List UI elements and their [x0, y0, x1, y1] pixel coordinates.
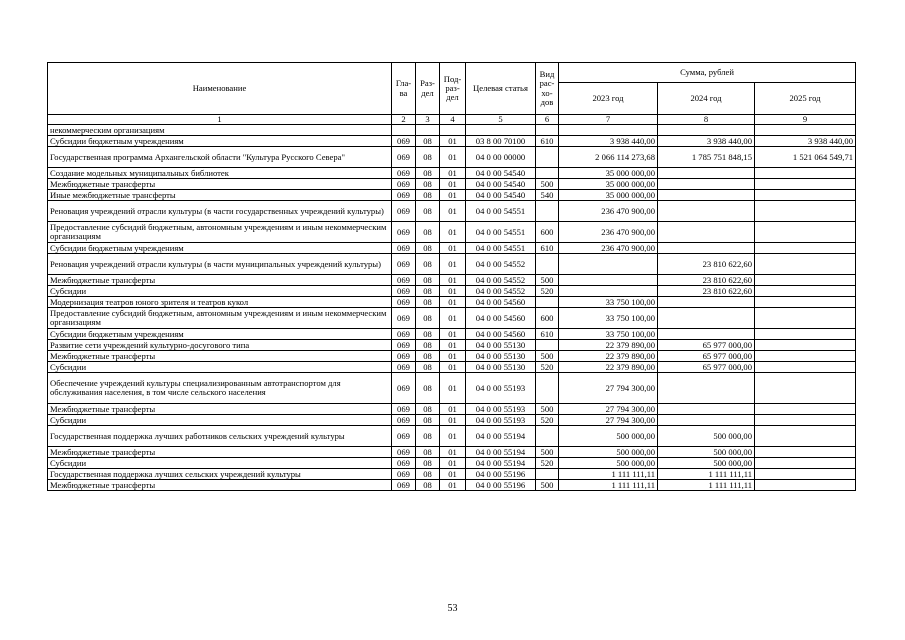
row-vid	[536, 340, 559, 351]
column-number: 3	[416, 115, 440, 125]
row-sum-2025	[755, 415, 856, 426]
row-podrazdel: 01	[440, 480, 466, 491]
row-sum-2024	[658, 243, 755, 254]
row-podrazdel: 01	[440, 275, 466, 286]
row-target: 04 0 00 54551	[466, 243, 536, 254]
row-glava: 069	[392, 308, 416, 329]
table-row	[48, 329, 856, 340]
row-razdel: 08	[416, 480, 440, 491]
row-razdel: 08	[416, 201, 440, 222]
row-razdel: 08	[416, 297, 440, 308]
row-sum-2025	[755, 254, 856, 275]
row-vid: 520	[536, 362, 559, 373]
table-row	[48, 125, 856, 136]
row-sum-2025	[755, 447, 856, 458]
row-target: 04 0 00 54540	[466, 179, 536, 190]
row-name: Межбюджетные трансферты	[48, 447, 392, 458]
row-sum-2024	[658, 297, 755, 308]
row-target: 04 0 00 55130	[466, 351, 536, 362]
table-row	[48, 286, 856, 297]
row-razdel: 08	[416, 373, 440, 404]
row-vid: 520	[536, 458, 559, 469]
row-glava: 069	[392, 222, 416, 243]
table-row	[48, 340, 856, 351]
row-sum-2024	[658, 190, 755, 201]
row-glava: 069	[392, 362, 416, 373]
row-vid: 520	[536, 415, 559, 426]
row-vid: 600	[536, 308, 559, 329]
row-target: 04 0 00 55194	[466, 458, 536, 469]
row-name: Субсидии бюджетным учреждениям	[48, 329, 392, 340]
row-razdel: 08	[416, 340, 440, 351]
row-sum-2023: 33 750 100,00	[559, 329, 658, 340]
row-podrazdel: 01	[440, 201, 466, 222]
row-target: 04 0 00 54552	[466, 286, 536, 297]
row-sum-2024: 23 810 622,60	[658, 275, 755, 286]
row-name: Субсидии	[48, 458, 392, 469]
row-podrazdel: 01	[440, 136, 466, 147]
header-2025: 2025 год	[755, 83, 856, 115]
row-razdel: 08	[416, 415, 440, 426]
row-sum-2023: 236 470 900,00	[559, 222, 658, 243]
row-glava: 069	[392, 297, 416, 308]
table-row	[48, 136, 856, 147]
row-target: 04 0 00 54552	[466, 254, 536, 275]
row-glava: 069	[392, 190, 416, 201]
row-razdel: 08	[416, 168, 440, 179]
row-glava: 069	[392, 426, 416, 447]
row-vid	[536, 125, 559, 136]
row-podrazdel: 01	[440, 179, 466, 190]
table-row	[48, 373, 856, 404]
row-sum-2024: 1 785 751 848,15	[658, 147, 755, 168]
table-row	[48, 362, 856, 373]
row-podrazdel: 01	[440, 458, 466, 469]
row-name: Государственная поддержка лучших работников сельских учреждений культуры	[48, 426, 392, 447]
row-sum-2025: 3 938 440,00	[755, 136, 856, 147]
row-razdel: 08	[416, 243, 440, 254]
row-podrazdel: 01	[440, 426, 466, 447]
row-razdel: 08	[416, 190, 440, 201]
row-sum-2023: 1 111 111,11	[559, 469, 658, 480]
row-podrazdel: 01	[440, 329, 466, 340]
row-sum-2023: 236 470 900,00	[559, 201, 658, 222]
row-podrazdel: 01	[440, 190, 466, 201]
row-sum-2023: 35 000 000,00	[559, 179, 658, 190]
table-row	[48, 458, 856, 469]
row-podrazdel: 01	[440, 351, 466, 362]
row-razdel: 08	[416, 179, 440, 190]
header-target: Целевая статья	[466, 63, 536, 115]
row-glava: 069	[392, 243, 416, 254]
row-sum-2025	[755, 201, 856, 222]
row-sum-2024: 65 977 000,00	[658, 340, 755, 351]
table-row	[48, 190, 856, 201]
row-sum-2025	[755, 480, 856, 491]
row-sum-2025	[755, 469, 856, 480]
row-sum-2023: 35 000 000,00	[559, 168, 658, 179]
table-row	[48, 469, 856, 480]
row-vid	[536, 168, 559, 179]
column-number: 2	[392, 115, 416, 125]
row-vid: 500	[536, 275, 559, 286]
row-sum-2025	[755, 190, 856, 201]
column-number: 9	[755, 115, 856, 125]
row-name: Субсидии	[48, 362, 392, 373]
row-sum-2023: 3 938 440,00	[559, 136, 658, 147]
row-sum-2023: 500 000,00	[559, 426, 658, 447]
row-glava: 069	[392, 179, 416, 190]
row-vid: 600	[536, 222, 559, 243]
row-target: 04 0 00 55194	[466, 426, 536, 447]
row-target: 04 0 00 00000	[466, 147, 536, 168]
row-sum-2023: 27 794 300,00	[559, 404, 658, 415]
row-vid	[536, 426, 559, 447]
row-podrazdel: 01	[440, 147, 466, 168]
row-vid: 500	[536, 447, 559, 458]
row-sum-2023: 1 111 111,11	[559, 480, 658, 491]
row-sum-2025	[755, 179, 856, 190]
table-row	[48, 201, 856, 222]
row-glava: 069	[392, 168, 416, 179]
row-razdel: 08	[416, 308, 440, 329]
table-row	[48, 168, 856, 179]
column-number: 5	[466, 115, 536, 125]
row-target: 04 0 00 54540	[466, 168, 536, 179]
row-sum-2023: 22 379 890,00	[559, 351, 658, 362]
row-name: Субсидии	[48, 286, 392, 297]
row-vid	[536, 297, 559, 308]
row-razdel: 08	[416, 362, 440, 373]
row-name: Обеспечение учреждений культуры специализированным автотранспортом для обслуживания населения, в том числе сельского населения	[48, 373, 392, 404]
header-razdel: Раз-дел	[416, 63, 440, 115]
row-name: Межбюджетные трансферты	[48, 275, 392, 286]
table-row	[48, 447, 856, 458]
row-sum-2024: 500 000,00	[658, 426, 755, 447]
row-podrazdel: 01	[440, 362, 466, 373]
row-target: 04 0 00 54540	[466, 190, 536, 201]
row-glava: 069	[392, 351, 416, 362]
table-body	[48, 125, 856, 491]
row-sum-2023: 22 379 890,00	[559, 362, 658, 373]
row-vid: 610	[536, 243, 559, 254]
row-sum-2025	[755, 243, 856, 254]
row-podrazdel: 01	[440, 373, 466, 404]
row-target: 04 0 00 54560	[466, 297, 536, 308]
row-name: Межбюджетные трансферты	[48, 179, 392, 190]
row-glava: 069	[392, 480, 416, 491]
row-sum-2023: 22 379 890,00	[559, 340, 658, 351]
row-razdel: 08	[416, 254, 440, 275]
row-razdel: 08	[416, 426, 440, 447]
row-podrazdel: 01	[440, 308, 466, 329]
row-name: Иные межбюджетные трансферты	[48, 190, 392, 201]
row-sum-2025	[755, 168, 856, 179]
row-glava: 069	[392, 404, 416, 415]
row-razdel: 08	[416, 222, 440, 243]
row-razdel: 08	[416, 458, 440, 469]
row-sum-2024	[658, 329, 755, 340]
row-glava	[392, 125, 416, 136]
row-vid	[536, 201, 559, 222]
row-vid: 610	[536, 329, 559, 340]
row-name: Межбюджетные трансферты	[48, 480, 392, 491]
row-glava: 069	[392, 136, 416, 147]
row-vid: 610	[536, 136, 559, 147]
table-row	[48, 179, 856, 190]
row-razdel: 08	[416, 275, 440, 286]
row-razdel: 08	[416, 351, 440, 362]
row-sum-2024	[658, 308, 755, 329]
row-name: Субсидии бюджетным учреждениям	[48, 243, 392, 254]
header-name: Наименование	[48, 63, 392, 115]
row-name: Реновация учреждений отрасли культуры (в части государственных учреждений культуры)	[48, 201, 392, 222]
row-podrazdel: 01	[440, 297, 466, 308]
table-row	[48, 254, 856, 275]
header-sum: Сумма, рублей	[559, 63, 856, 83]
row-sum-2024	[658, 222, 755, 243]
row-sum-2024: 65 977 000,00	[658, 351, 755, 362]
row-glava: 069	[392, 275, 416, 286]
row-sum-2023: 236 470 900,00	[559, 243, 658, 254]
header-vid: Вид рас-хо-дов	[536, 63, 559, 115]
row-sum-2025	[755, 286, 856, 297]
row-podrazdel	[440, 125, 466, 136]
row-sum-2024	[658, 179, 755, 190]
row-sum-2025	[755, 222, 856, 243]
page-number: 53	[447, 603, 458, 614]
row-vid: 500	[536, 179, 559, 190]
row-razdel: 08	[416, 136, 440, 147]
row-razdel: 08	[416, 329, 440, 340]
row-razdel: 08	[416, 447, 440, 458]
row-target	[466, 125, 536, 136]
row-target: 04 0 00 54552	[466, 275, 536, 286]
row-sum-2023	[559, 275, 658, 286]
row-sum-2023	[559, 286, 658, 297]
row-sum-2024: 23 810 622,60	[658, 254, 755, 275]
row-target: 04 0 00 55196	[466, 469, 536, 480]
column-number: 7	[559, 115, 658, 125]
row-name: Создание модельных муниципальных библиотек	[48, 168, 392, 179]
budget-table	[47, 62, 856, 491]
row-sum-2025	[755, 329, 856, 340]
row-name: некоммерческим организациям	[48, 125, 392, 136]
row-podrazdel: 01	[440, 404, 466, 415]
row-podrazdel: 01	[440, 254, 466, 275]
row-target: 04 0 00 54551	[466, 222, 536, 243]
row-sum-2023: 27 794 300,00	[559, 415, 658, 426]
row-name: Модернизация театров юного зрителя и театров кукол	[48, 297, 392, 308]
row-sum-2023: 35 000 000,00	[559, 190, 658, 201]
row-target: 04 0 00 54560	[466, 329, 536, 340]
row-razdel: 08	[416, 469, 440, 480]
row-razdel: 08	[416, 404, 440, 415]
row-sum-2024: 1 111 111,11	[658, 480, 755, 491]
header-glava: Гла-ва	[392, 63, 416, 115]
row-glava: 069	[392, 201, 416, 222]
table-row	[48, 308, 856, 329]
row-name: Реновация учреждений отрасли культуры (в части муниципальных учреждений культуры)	[48, 254, 392, 275]
row-podrazdel: 01	[440, 340, 466, 351]
row-razdel: 08	[416, 286, 440, 297]
row-sum-2023: 500 000,00	[559, 447, 658, 458]
table-row	[48, 351, 856, 362]
table-row	[48, 415, 856, 426]
row-vid: 500	[536, 351, 559, 362]
row-sum-2025	[755, 351, 856, 362]
row-name: Субсидии	[48, 415, 392, 426]
row-name: Государственная поддержка лучших сельских учреждений культуры	[48, 469, 392, 480]
row-name: Предоставление субсидий бюджетным, автономным учреждениям и иным некоммерческим организациям	[48, 308, 392, 329]
row-glava: 069	[392, 458, 416, 469]
row-sum-2023: 33 750 100,00	[559, 308, 658, 329]
row-name: Государственная программа Архангельской области "Культура Русского Севера"	[48, 147, 392, 168]
row-target: 04 0 00 55193	[466, 404, 536, 415]
row-glava: 069	[392, 329, 416, 340]
row-sum-2024	[658, 125, 755, 136]
header-2024: 2024 год	[658, 83, 755, 115]
header-2023: 2023 год	[559, 83, 658, 115]
row-glava: 069	[392, 254, 416, 275]
row-podrazdel: 01	[440, 243, 466, 254]
row-name: Субсидии бюджетным учреждениям	[48, 136, 392, 147]
row-sum-2024: 23 810 622,60	[658, 286, 755, 297]
row-vid	[536, 373, 559, 404]
row-target: 04 0 00 55193	[466, 415, 536, 426]
row-podrazdel: 01	[440, 447, 466, 458]
table-row	[48, 297, 856, 308]
row-target: 04 0 00 55194	[466, 447, 536, 458]
row-vid	[536, 147, 559, 168]
column-number: 1	[48, 115, 392, 125]
table-row	[48, 480, 856, 491]
row-podrazdel: 01	[440, 168, 466, 179]
row-target: 04 0 00 54551	[466, 201, 536, 222]
row-glava: 069	[392, 373, 416, 404]
column-number: 6	[536, 115, 559, 125]
row-glava: 069	[392, 340, 416, 351]
row-sum-2024: 65 977 000,00	[658, 362, 755, 373]
row-glava: 069	[392, 469, 416, 480]
row-podrazdel: 01	[440, 415, 466, 426]
row-vid: 520	[536, 286, 559, 297]
row-sum-2025	[755, 458, 856, 469]
row-glava: 069	[392, 286, 416, 297]
row-podrazdel: 01	[440, 469, 466, 480]
row-target: 04 0 00 55196	[466, 480, 536, 491]
row-sum-2023: 27 794 300,00	[559, 373, 658, 404]
row-podrazdel: 01	[440, 286, 466, 297]
row-razdel	[416, 125, 440, 136]
row-sum-2025	[755, 362, 856, 373]
row-vid: 500	[536, 404, 559, 415]
row-name: Межбюджетные трансферты	[48, 404, 392, 415]
table-row	[48, 404, 856, 415]
table-row	[48, 275, 856, 286]
table-row	[48, 222, 856, 243]
row-sum-2023: 33 750 100,00	[559, 297, 658, 308]
row-glava: 069	[392, 415, 416, 426]
table-row	[48, 426, 856, 447]
column-numbers-row	[48, 115, 856, 125]
row-vid	[536, 254, 559, 275]
row-name: Предоставление субсидий бюджетным, автономным учреждениям и иным некоммерческим организациям	[48, 222, 392, 243]
row-glava: 069	[392, 147, 416, 168]
row-sum-2025	[755, 125, 856, 136]
row-vid: 500	[536, 480, 559, 491]
row-sum-2024: 3 938 440,00	[658, 136, 755, 147]
row-sum-2025	[755, 373, 856, 404]
row-sum-2024: 500 000,00	[658, 458, 755, 469]
row-sum-2023	[559, 254, 658, 275]
row-sum-2023	[559, 125, 658, 136]
row-name: Развитие сети учреждений культурно-досугового типа	[48, 340, 392, 351]
row-vid	[536, 469, 559, 480]
row-target: 04 0 00 54560	[466, 308, 536, 329]
row-sum-2025	[755, 426, 856, 447]
row-vid: 540	[536, 190, 559, 201]
row-sum-2024: 1 111 111,11	[658, 469, 755, 480]
row-sum-2023: 2 066 114 273,68	[559, 147, 658, 168]
row-sum-2024	[658, 373, 755, 404]
column-number: 4	[440, 115, 466, 125]
row-target: 04 0 00 55130	[466, 362, 536, 373]
table-row	[48, 243, 856, 254]
row-sum-2024: 500 000,00	[658, 447, 755, 458]
row-sum-2025	[755, 340, 856, 351]
row-sum-2025	[755, 275, 856, 286]
row-sum-2024	[658, 404, 755, 415]
row-sum-2024	[658, 201, 755, 222]
row-target: 04 0 00 55193	[466, 373, 536, 404]
row-sum-2025	[755, 404, 856, 415]
row-name: Межбюджетные трансферты	[48, 351, 392, 362]
row-podrazdel: 01	[440, 222, 466, 243]
row-razdel: 08	[416, 147, 440, 168]
row-sum-2025	[755, 308, 856, 329]
header-podrazdel: Под-раз-дел	[440, 63, 466, 115]
column-number: 8	[658, 115, 755, 125]
row-glava: 069	[392, 447, 416, 458]
row-target: 03 8 00 70100	[466, 136, 536, 147]
table-row	[48, 147, 856, 168]
row-target: 04 0 00 55130	[466, 340, 536, 351]
row-sum-2025: 1 521 064 549,71	[755, 147, 856, 168]
row-sum-2024	[658, 415, 755, 426]
row-sum-2024	[658, 168, 755, 179]
row-sum-2023: 500 000,00	[559, 458, 658, 469]
row-sum-2025	[755, 297, 856, 308]
